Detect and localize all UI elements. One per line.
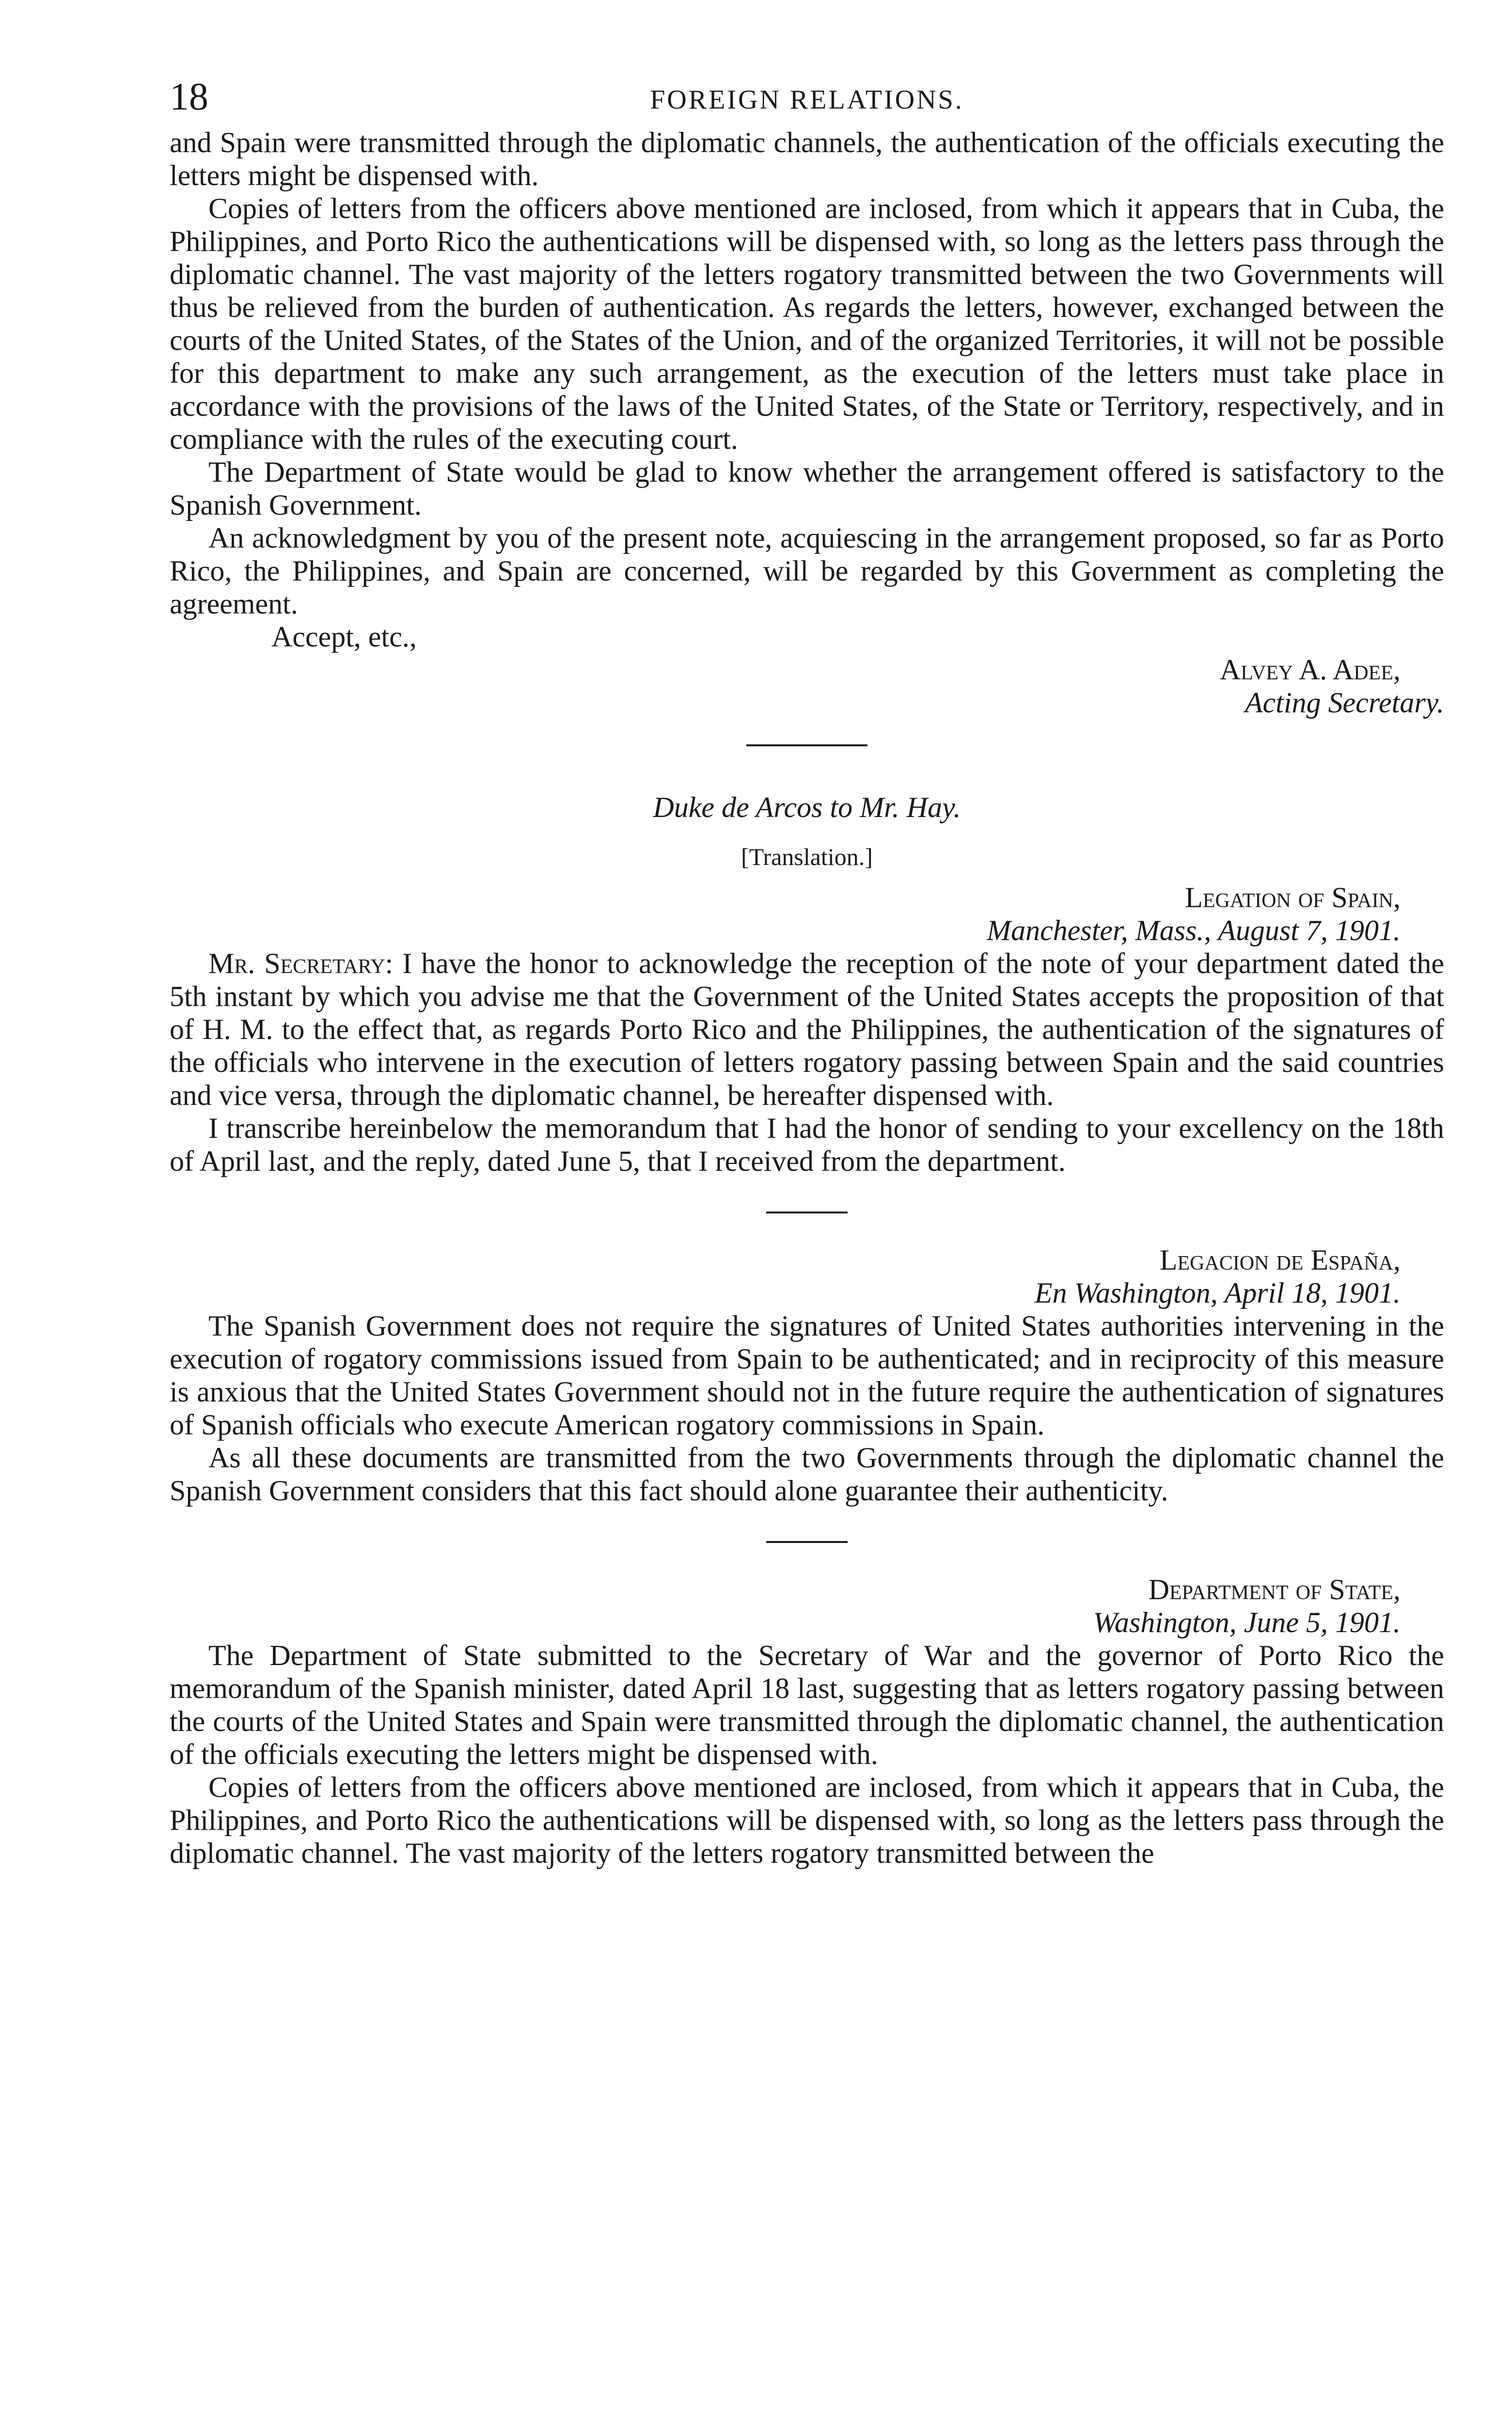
signature-name: Alvey A. Adee, [1219, 654, 1401, 686]
letter-paragraph-1 [170, 947, 1444, 1112]
section-divider [766, 1541, 848, 1543]
reply-date: Washington, June 5, 1901. [1093, 1606, 1401, 1638]
document-page [170, 73, 1444, 1870]
continuation-paragraph-1: and Spain were transmitted through the diplomatic channels, the authentication of the officials executing the letters might be dispensed with. [170, 126, 1444, 191]
running-title: FOREIGN RELATIONS. [650, 85, 964, 115]
letter-caption: Duke de Arcos to Mr. Hay. [653, 791, 961, 823]
reply-paragraph-1: The Department of State submitted to the Secretary of War and the governor of Porto Rico the memorandum of the Spanish minister, dated April 18 last, suggesting that as letters rogatory passing between the courts of the United States and Spain were transmitted through the diplomatic channel, the authentication of the officials executing the letters might be dispensed with. [170, 1639, 1444, 1770]
continuation-paragraph-2: Copies of letters from the officers above mentioned are inclosed, from which it appears that in Cuba, the Philippines, and Porto Rico the authentications will be dispensed with, so long as the letters pass through the diplomatic channel. The vast majority of the letters rogatory transmitted between the two Governments will thus be relieved from the burden of authentication. As regards the letters, however, exchanged between the courts of the United States, of the States of the Union, and of the organized Territories, it will not be possible for this department to make any such arrangement, as the execution of the letters must take place in accordance with the provisions of the laws of the United States, of the State or Territory, respectively, and in compliance with the rules of the executing court. [170, 192, 1444, 455]
section-divider [766, 1212, 848, 1213]
page-number: 18 [170, 76, 208, 118]
page-header [170, 73, 1444, 126]
letter-place: Legation of Spain, [1185, 881, 1401, 913]
letter-paragraph-1-text: I have the honor to acknowledge the reception of the note of your department dated the 5th instant by which you advise me that the Government of the United States accepts the proposition of that of H. M. to the effect that, as regards Porto Rico and the Philippines, the authentication of the signatures of the officials who intervene in the execution of letters rogatory passing between Spain and the said countries and vice versa, through the diplomatic channel, be hereafter dispensed with. [170, 947, 1445, 1111]
continuation-paragraph-3: The Department of State would be glad to know whether the arrangement offered is satisfactory to the Spanish Government. [170, 456, 1444, 521]
memorandum-place: Legacion de España, [1159, 1244, 1401, 1276]
memorandum-paragraph-2: As all these documents are transmitted from the two Governments through the diplomatic channel the Spanish Government considers that this fact should alone guarantee their authenticity. [170, 1442, 1444, 1507]
closing-line: Accept, etc., [271, 621, 417, 653]
section-divider [746, 744, 867, 746]
continuation-paragraph-4: An acknowledgment by you of the present note, acquiescing in the arrangement proposed, so far as Porto Rico, the Philippines, and Spain are concerned, will be regarded by this Government as completing the agreement. [170, 522, 1444, 620]
signature-title: Acting Secretary. [1245, 687, 1444, 719]
letter-paragraph-2: I transcribe hereinbelow the memorandum that I had the honor of sending to your excellency on the 18th of April last, and the reply, dated June 5, that I received from the department. [170, 1112, 1444, 1177]
translation-note: [Translation.] [741, 843, 873, 870]
reply-place: Department of State, [1148, 1573, 1401, 1605]
reply-paragraph-2: Copies of letters from the officers above mentioned are inclosed, from which it appears that in Cuba, the Philippines, and Porto Rico the authentications will be dispensed with, so long as the letters pass through the diplomatic channel. The vast majority of the letters rogatory transmitted between the [170, 1771, 1444, 1869]
salutation: Mr. Secretary: [208, 947, 394, 979]
memorandum-date: En Washington, April 18, 1901. [1034, 1277, 1401, 1309]
letter-date: Manchester, Mass., August 7, 1901. [987, 914, 1401, 946]
memorandum-paragraph-1: The Spanish Government does not require the signatures of United States authorities intervening in the execution of rogatory commissions issued from Spain to be authenticated; and in reciprocity of this measure is anxious that the United States Government should not in the future require the authentication of signatures of Spanish officials who execute American rogatory commissions in Spain. [170, 1310, 1444, 1441]
